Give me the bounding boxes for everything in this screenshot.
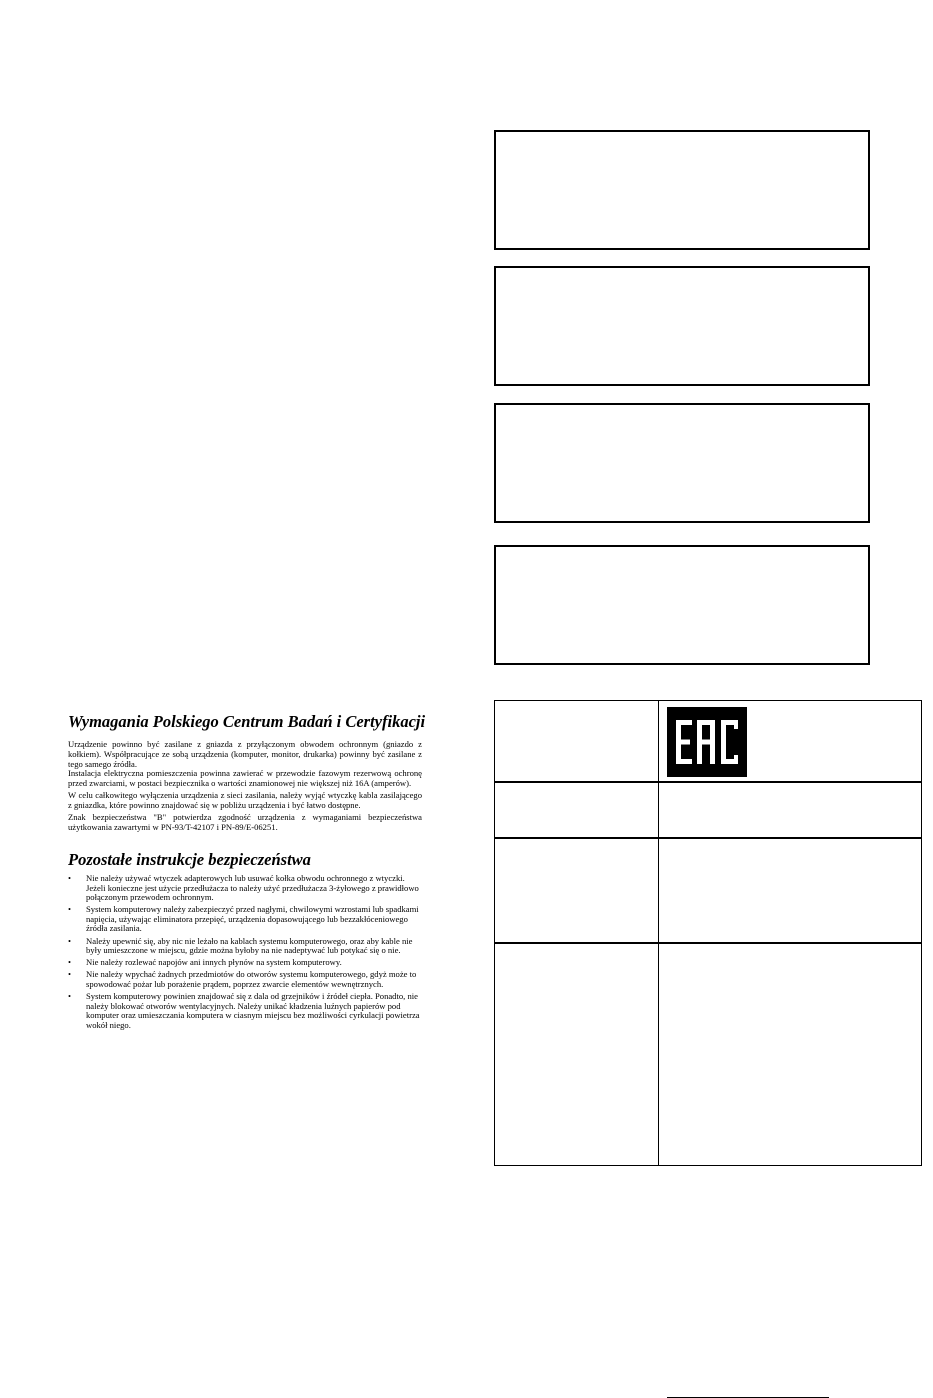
bullet-icon: •	[68, 904, 72, 915]
bullet-icon: •	[68, 935, 72, 946]
list-item	[68, 958, 422, 968]
empty-frame-3	[494, 403, 870, 523]
list-item	[68, 992, 422, 1030]
bullet-icon: •	[68, 957, 72, 968]
section-heading-other-safety: Pozostałe instrukcje bezpieczeństwa	[68, 850, 311, 869]
cert-row-logo	[495, 701, 921, 781]
paragraph-disconnect: W celu całkowitego wyłączenia urządzenia z sieci zasilania, należy wyjąć wtyczkę kabla zasilającego z gniazdka, które powinno znajdować się w pobliżu urządzenia i być łatwo dostępne.	[68, 790, 422, 810]
list-item	[68, 905, 422, 934]
list-item	[68, 970, 422, 989]
cert-row-2	[495, 781, 921, 837]
bullet-icon: •	[68, 873, 72, 883]
list-item-text: Nie należy rozlewać napojów ani innych płynów na system komputerowy.	[86, 957, 342, 968]
list-item-text: Nie należy używać wtyczek adapterowych lub usuwać kołka obwodu ochronnego z wtyczki. Jeżeli konieczne jest użycie przedłużacza to należy użyć przedłużacza 3-żyłowego z prawidłowo połączonym przewodem ochronnym.	[86, 873, 419, 903]
section-heading-pcbc: Wymagania Polskiego Centrum Badań i Certyfikacji	[68, 712, 426, 731]
list-item	[68, 937, 422, 956]
empty-frame-1	[494, 130, 870, 250]
safety-instructions-list	[68, 874, 422, 1033]
paragraph-fuse-protection: Instalacja elektryczna pomieszczenia powinna zawierać w przewodzie fazowym rezerwową ochronę przed zwarciami, w postaci bezpiecznika o wartości znamionowej nie większej niż 16A (amperów).	[68, 768, 422, 788]
empty-frame-4	[494, 545, 870, 665]
cert-row-3	[495, 837, 921, 942]
bullet-icon: •	[68, 969, 72, 980]
list-item	[68, 874, 422, 903]
certification-table	[494, 700, 922, 1166]
list-item-text: Należy upewnić się, aby nic nie leżało na kablach systemu komputerowego, oraz aby kable nie były umieszczone w miejscu, gdzie można byłoby na nie nadeptywać lub potykać się o nie.	[86, 935, 413, 956]
list-item-text: System komputerowy należy zabezpieczyć przed nagłymi, chwilowymi wzrostami lub spadkami napięcia, używając eliminatora przepięć, urządzenia dopasowującego lub bezzakłóceniowego źródła zasilania.	[86, 904, 419, 934]
list-item-text: System komputerowy powinien znajdować się z dala od grzejników i źródeł ciepła. Ponadto, nie należy blokować otworów wentylacyjnych. Należy unikać kładzenia luźnych papierów pod komputer oraz umieszczania komputera w ciasnym miejscu bez możliwości cyrkulacji powietrza wokół niego.	[86, 991, 420, 1030]
empty-frame-2	[494, 266, 870, 386]
bullet-icon: •	[68, 991, 72, 1002]
paragraph-grounded-socket: Urządzenie powinno być zasilane z gniazda z przyłączonym obwodem ochronnym (gniazdo z kołkiem). Współpracujące ze sobą urządzenia (komputer, monitor, drukarka) powinny być zasilane z tego samego źródła.	[68, 739, 422, 769]
cert-row-4	[495, 942, 921, 1166]
list-item-text: Nie należy wpychać żadnych przedmiotów do otworów systemu komputerowego, gdyż może to spowodować pożar lub porażenie prądem, poprzez zwarcie elementów wewnętrznych.	[86, 969, 417, 989]
eac-mark-icon	[667, 707, 747, 777]
eac-logo	[667, 707, 747, 777]
paragraph-safety-mark: Znak bezpieczeństwa "B" potwierdza zgodność urządzenia z wymaganiami bezpieczeństwa użytkowania zawartymi w PN-93/T-42107 i PN-89/E-06251.	[68, 812, 422, 832]
